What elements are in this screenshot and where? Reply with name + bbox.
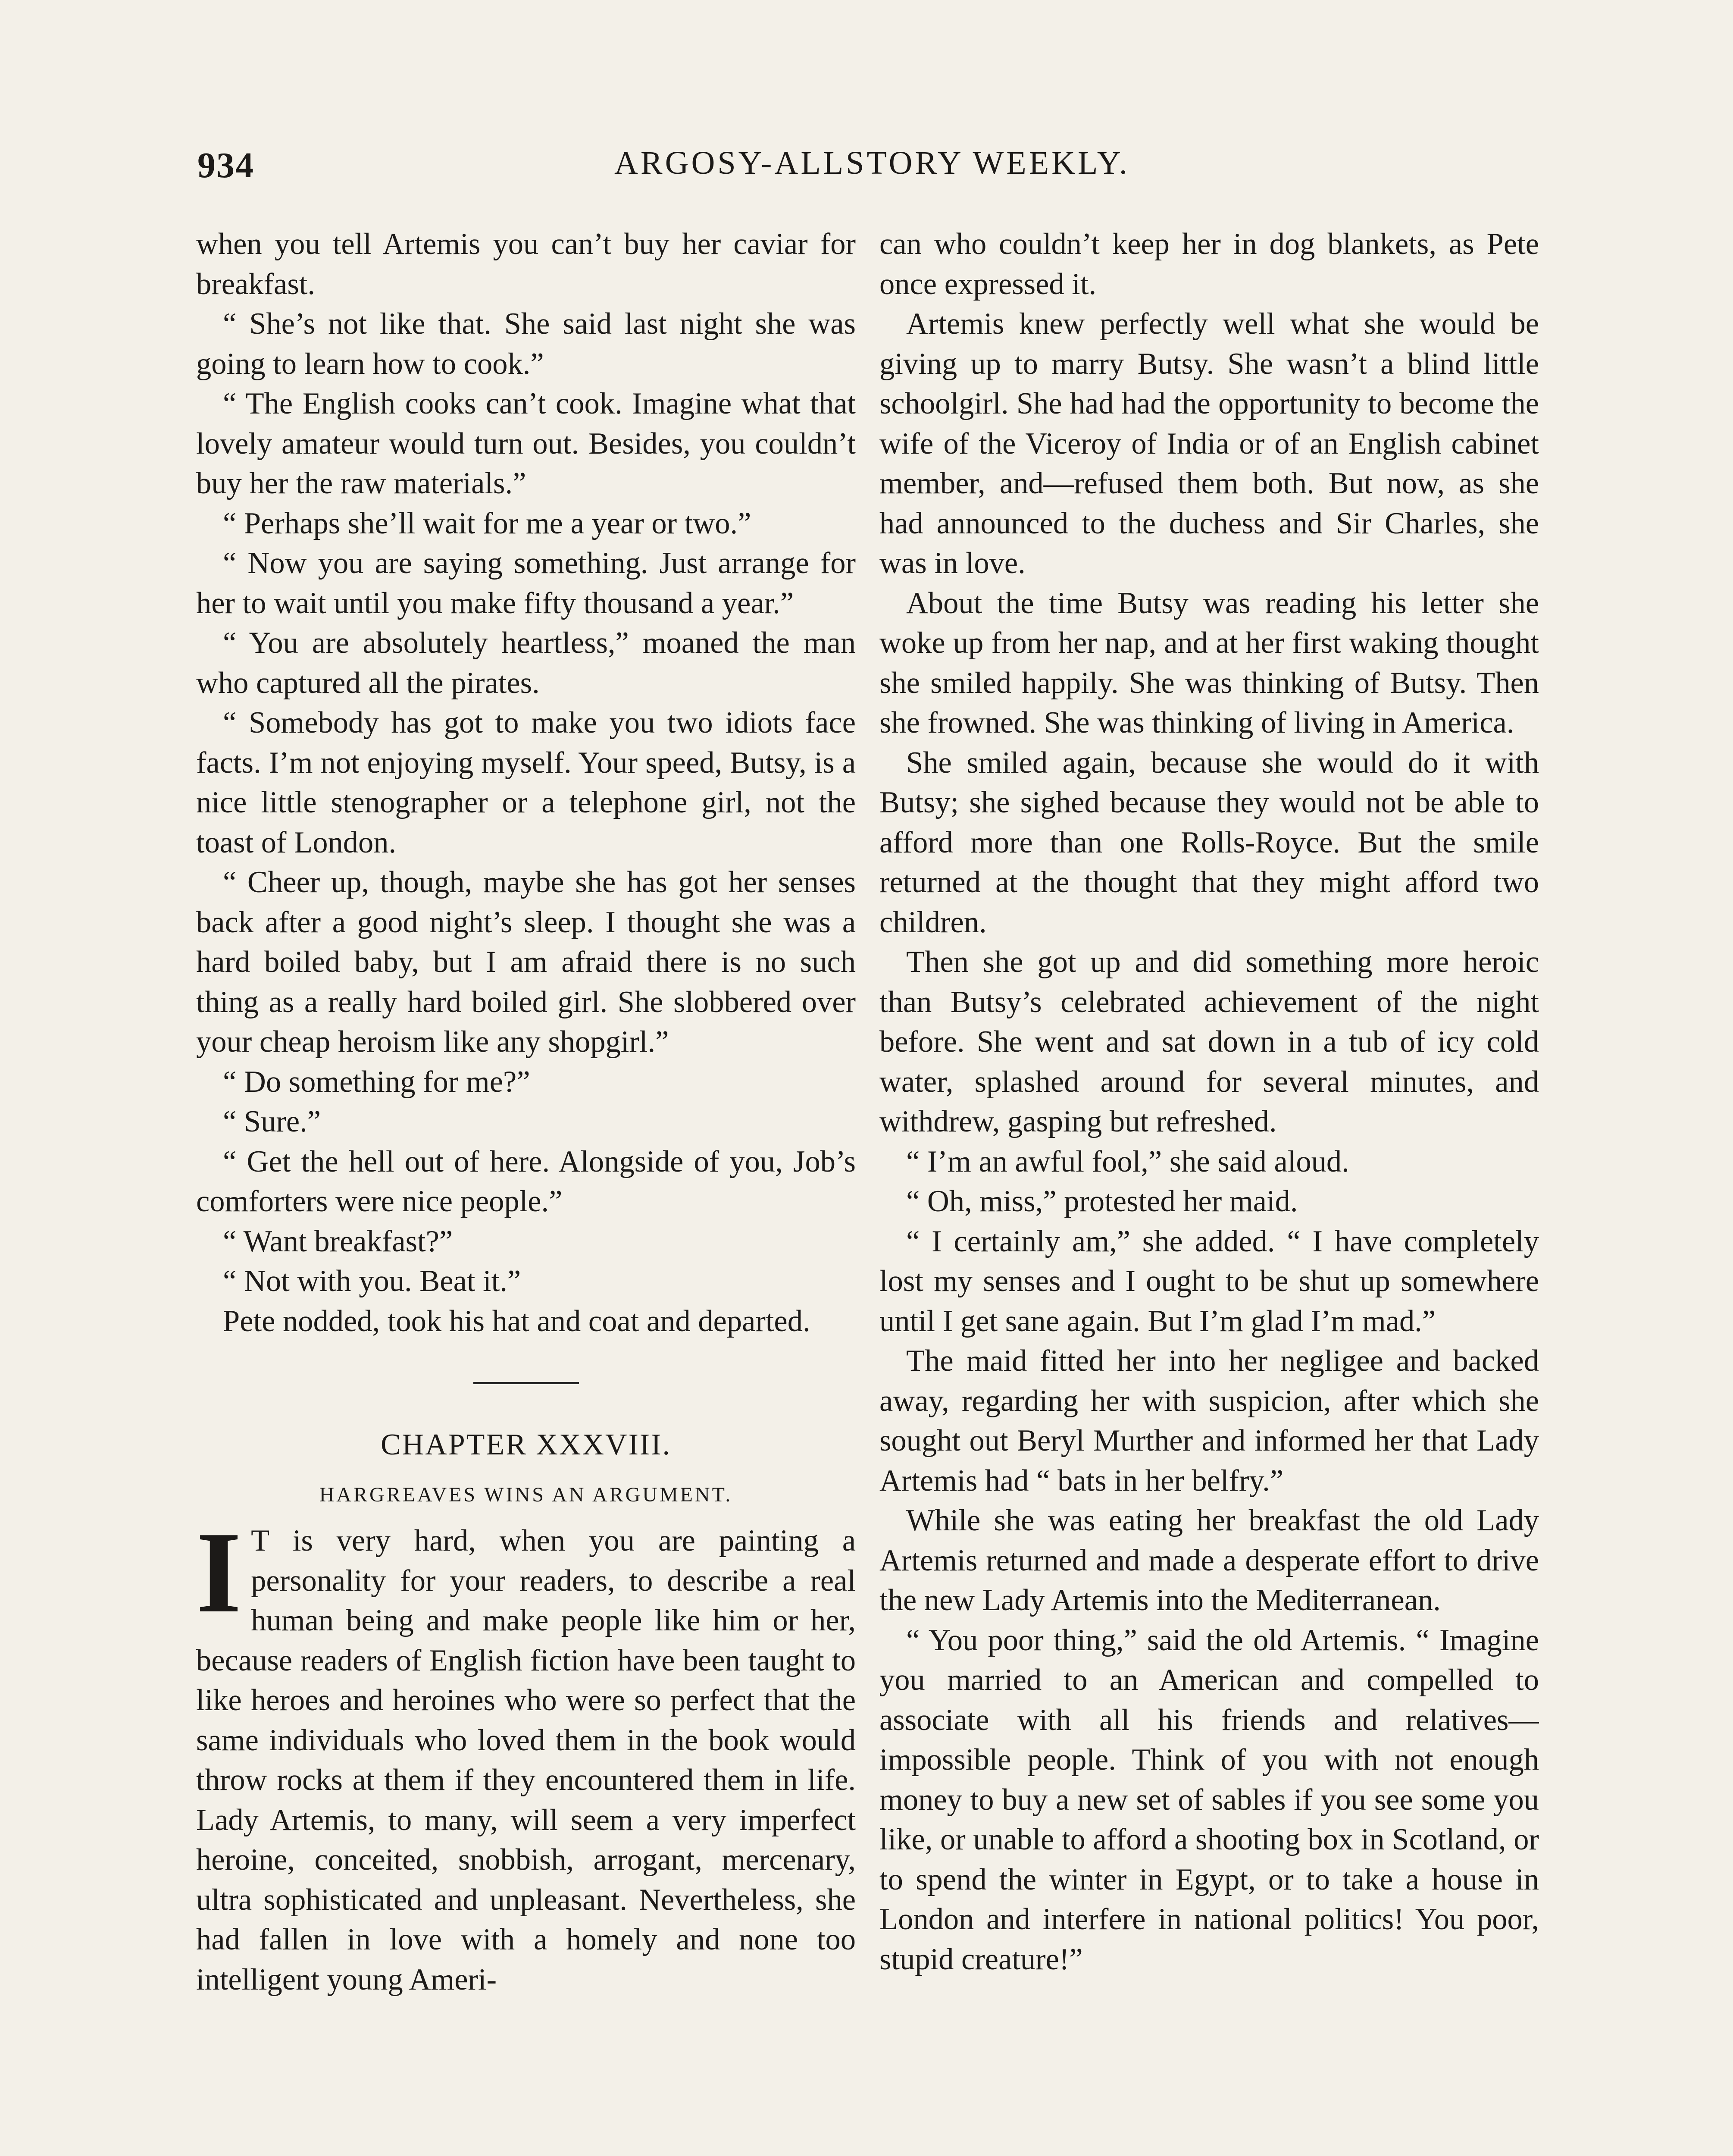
left-column-paragraphs [196, 224, 856, 1341]
right-column-paragraphs [879, 224, 1539, 1979]
paragraph: “ Not with you. Beat it.” [223, 1264, 521, 1298]
paragraph: “ I certainly am,” she added. “ I have completely lost my senses and I ought to be shut up somewhere until I get sane again. But I’m glad I’m mad.” [879, 1224, 1539, 1338]
paragraph: “ Get the hell out of here. Alongside of you, Job’s comforters were nice people.” [196, 1144, 856, 1218]
paragraph: “ You poor thing,” said the old Artemis. “ Imagine you married to an American and compelled to associate with all his friends and relatives—impossible people. Think of you with not enough money to buy a new set of sables if you see some you like, or unable to afford a shooting box in Scotland, or to spend the winter in Egypt, or to take a house in London and interfere in national politics! You poor, stupid creature!” [879, 1623, 1539, 1976]
chapter-opening-paragraph [196, 1508, 856, 1999]
paragraph: “ Sure.” [223, 1105, 321, 1138]
paragraph: “ The English cooks can’t cook. Imagine what that lovely amateur would turn out. Besides, you couldn’t buy her the raw materials.” [196, 387, 856, 500]
running-title: ARGOSY-ALLSTORY WEEKLY. [614, 145, 1130, 181]
paragraph: can who couldn’t keep her in dog blankets, as Pete once expressed it. [879, 227, 1539, 301]
chapter-subtitle: HARGREAVES WINS AN ARGUMENT. [319, 1483, 733, 1506]
paragraph: “ Perhaps she’ll wait for me a year or two.” [223, 506, 751, 540]
paragraph: “ Cheer up, though, maybe she has got her senses back after a good night’s sleep. I thought she was a hard boiled baby, but I am afraid there is no such thing as a really hard boiled girl. She slobbered over your cheap heroism like any shopgirl.” [196, 865, 856, 1059]
paragraph: “ Now you are saying something. Just arrange for her to wait until you make fifty thousand a year.” [196, 546, 856, 620]
paragraph: About the time Butsy was reading his letter she woke up from her nap, and at her first waking thought she smiled happily. She was thinking of Butsy. Then she frowned. She was thinking of living in America. [879, 586, 1539, 740]
paragraph: “ She’s not like that. She said last night she was going to learn how to cook.” [196, 307, 856, 381]
paragraph: when you tell Artemis you can’t buy her caviar for breakfast. [196, 227, 856, 301]
paragraph: Artemis knew perfectly well what she would be giving up to marry Butsy. She wasn’t a blind little schoolgirl. She had had the opportunity to become the wife of the Viceroy of India or of an English cabinet member, and—refused them both. But now, as she had announced to the duchess and Sir Charles, she was in love. [879, 307, 1539, 580]
left-column [196, 224, 856, 2156]
opening-text: T is very hard, when you are painting a personality for your readers, to describe a real human being and make people like him or her, because readers of English fiction have been taught to like heroes and heroines who were so perfect that the same individuals who loved them in the book would throw rocks at them if they encountered them in life. Lady Artemis, to many, will seem a very imperfect heroine, conceited, snobbish, arrogant, mercenary, ultra sophisticated and unpleasant. Nevertheless, she had fallen in love with a homely and none too intelligent young Ameri- [196, 1524, 856, 1996]
paragraph: “ I’m an awful fool,” she said aloud. [906, 1144, 1349, 1178]
paragraph: While she was eating her breakfast the old Lady Artemis returned and made a desperate effort to drive the new Lady Artemis into the Mediterranean. [879, 1504, 1539, 1617]
section-divider [473, 1382, 579, 1384]
right-column [879, 224, 1539, 2156]
paragraph: “ Do something for me?” [223, 1065, 530, 1099]
paragraph: She smiled again, because she would do it with Butsy; she sighed because they would not be able to afford more than one Rolls-Royce. But the smile returned at the thought that they might afford two children. [879, 746, 1539, 939]
paragraph: Pete nodded, took his hat and coat and departed. [223, 1304, 810, 1338]
paragraph: Then she got up and did something more heroic than Butsy’s celebrated achievement of the night before. She went and sat down in a tub of icy cold water, splashed around for several minutes, and withdrew, gasping but refreshed. [879, 945, 1539, 1138]
paragraph: “ Oh, miss,” protested her maid. [906, 1185, 1298, 1218]
chapter-title: CHAPTER XXXVIII. [380, 1428, 672, 1461]
paragraph: “ Somebody has got to make you two idiots face facts. I’m not enjoying myself. Your speed, Butsy, is a nice little stenographer or a telephone girl, not the toast of London. [196, 706, 856, 859]
paragraph: “ You are absolutely heartless,” moaned the man who captured all the pirates. [196, 626, 856, 700]
paragraph: “ Want breakfast?” [223, 1224, 453, 1258]
page-number: 934 [197, 145, 254, 185]
page-header [197, 144, 1547, 196]
drop-cap: I [196, 1508, 242, 1637]
paragraph: The maid fitted her into her negligee and backed away, regarding her with suspicion, after which she sought out Beryl Murther and informed her that Lady Artemis had “ bats in her belfry.” [879, 1344, 1539, 1498]
